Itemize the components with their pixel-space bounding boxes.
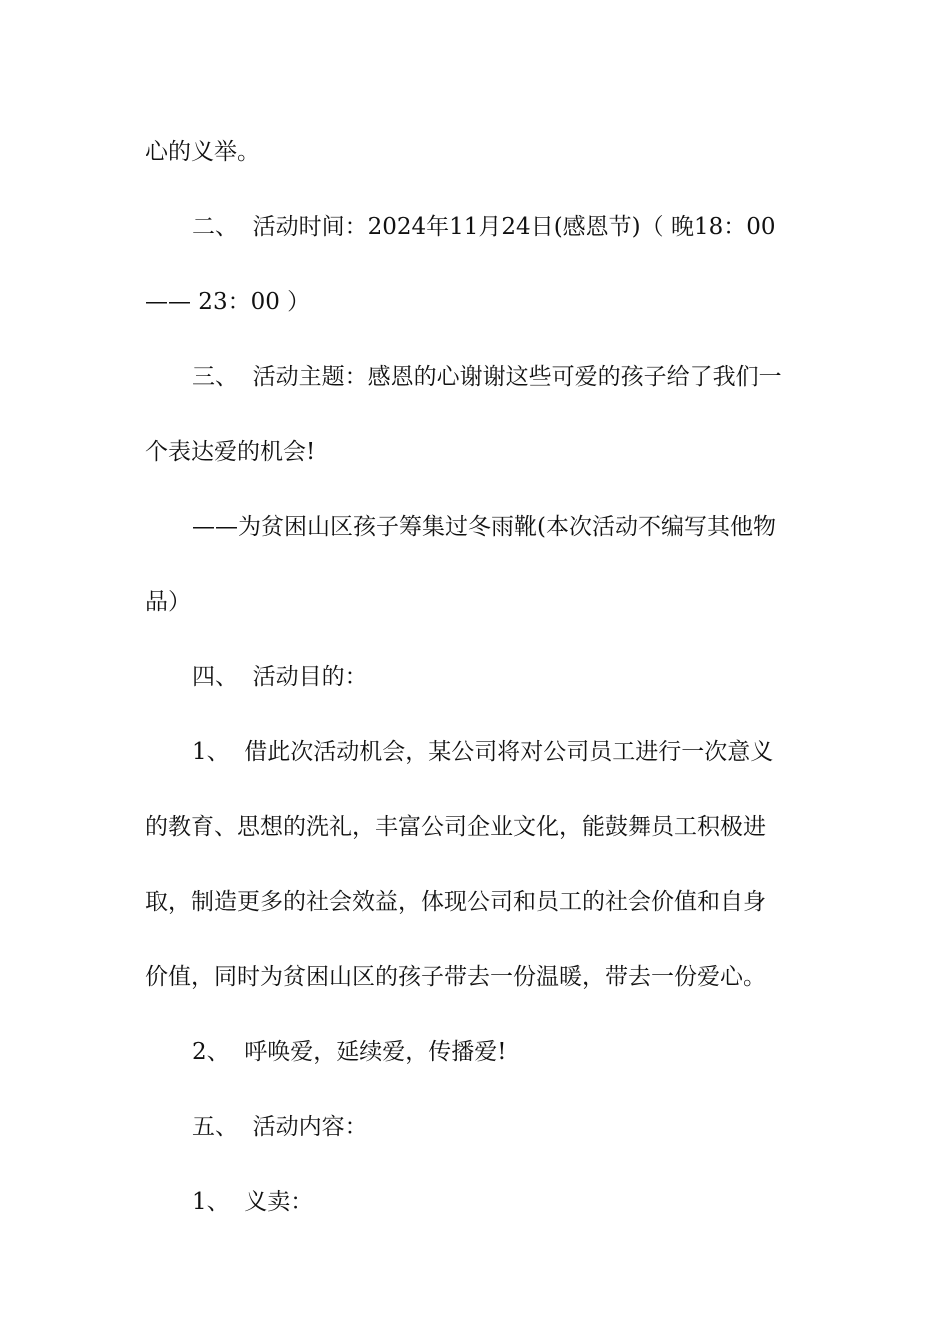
paragraph-line: ——为贫困山区孩子筹集过冬雨靴(本次活动不编写其他物 [192,514,776,540]
paragraph-line: 价值，同时为贫困山区的孩子带去一份温暖，带去一份爱心。 [145,964,766,990]
paragraph-line: —— 23：00 ） [145,289,311,315]
list-item: 2、 呼唤爱，延续爱，传播爱! [192,1039,507,1065]
list-item: 1、 义卖： [192,1189,314,1215]
paragraph-line: 品） [145,589,191,615]
section-heading-purpose: 四、 活动目的： [192,664,368,690]
list-item: 1、 借此次活动机会，某公司将对公司员工进行一次意义 [192,739,774,765]
paragraph-line: 取，制造更多的社会效益，体现公司和员工的社会价值和自身 [145,889,766,915]
section-heading-time: 二、 活动时间：2024年11月24日(感恩节)（ 晚18：00 [192,214,776,240]
paragraph-line: 的教育、思想的洗礼，丰富公司企业文化，能鼓舞员工积极进 [145,814,766,840]
section-heading-content: 五、 活动内容： [192,1114,368,1140]
paragraph-line: 心的义举。 [145,139,260,165]
section-heading-theme: 三、 活动主题：感恩的心谢谢这些可爱的孩子给了我们一 [192,364,782,390]
paragraph-line: 个表达爱的机会! [145,439,316,465]
